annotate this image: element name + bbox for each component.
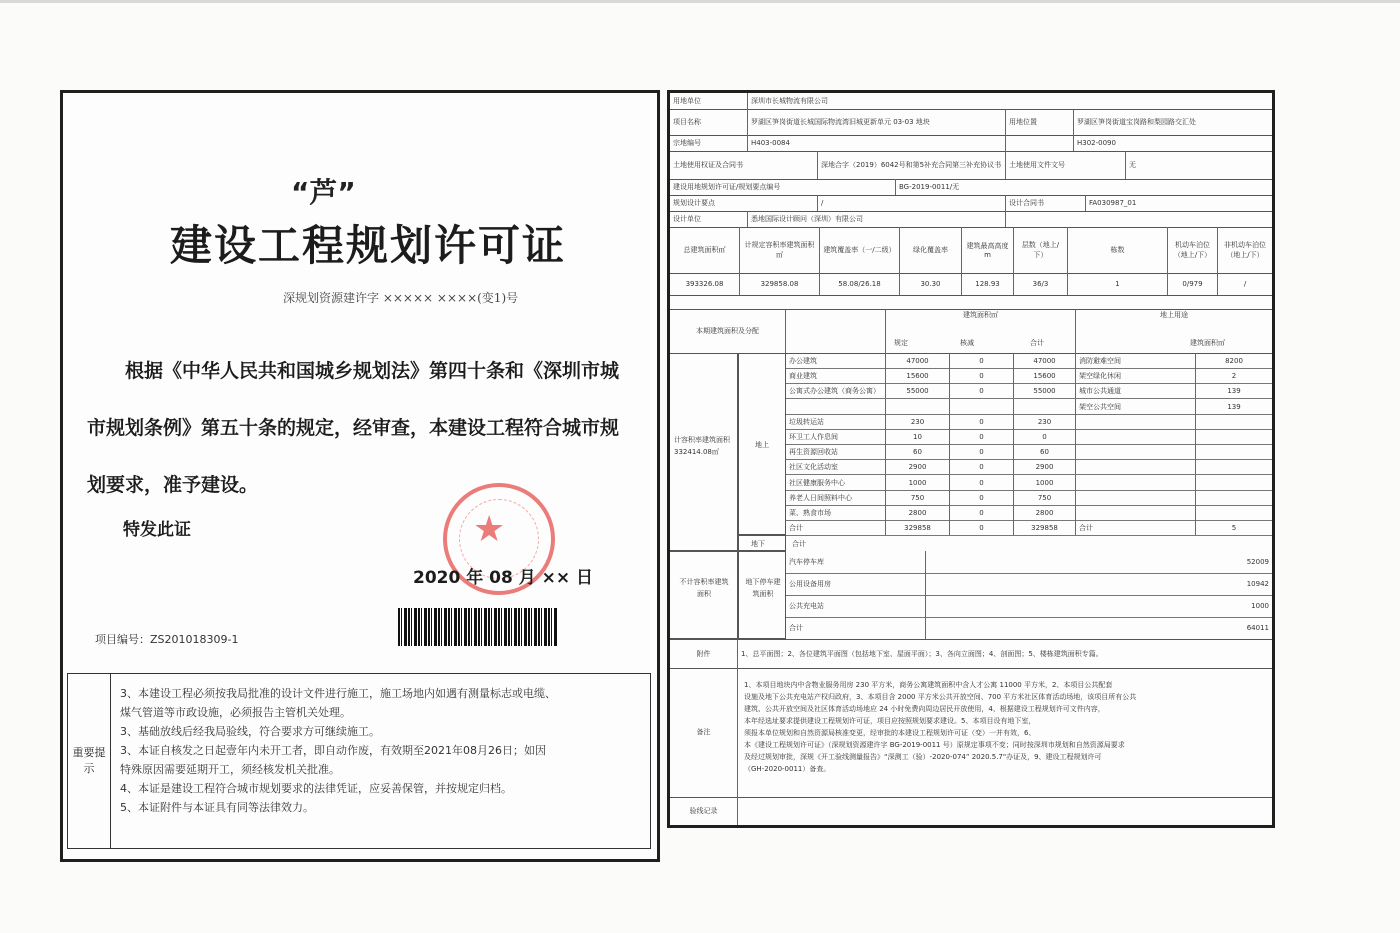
area-cell: 菜、熟食市场 <box>786 505 886 520</box>
noncount-use: 公共充电站 <box>786 595 926 617</box>
area-table-row <box>786 520 1272 536</box>
row-value: 悉地国际设计顾问（深圳）有限公司 <box>748 211 1006 227</box>
area-subheader: 规定 <box>894 339 908 347</box>
row-value: BG-2019-0011/无 <box>899 183 960 191</box>
noncount-value: 10942 <box>1246 580 1269 588</box>
permit-detail-page <box>667 90 1275 828</box>
area-cell <box>786 399 886 414</box>
indicator-value: 0/979 <box>1168 273 1218 295</box>
area-cell: 10 <box>886 429 950 444</box>
area-cell <box>1076 475 1196 490</box>
area-cell: 329858 <box>1014 520 1076 535</box>
row-value: 深圳市长城物流有限公司 <box>751 97 828 105</box>
top-edge-line <box>0 0 1400 3</box>
area-table-row <box>786 429 1272 445</box>
area-cell <box>1196 414 1272 429</box>
area-cell: 230 <box>886 414 950 429</box>
area-cell: 0 <box>950 383 1014 398</box>
above-category <box>738 353 786 535</box>
indicator-header: 建筑覆盖率（一/二级） <box>820 227 900 273</box>
row-value: 深地合字（2019）6042号和第5补充合同第三补充协议书 <box>818 151 1006 179</box>
remark-line: 建筑、公共开放空间及社区体育活动场地应 24 小时免费向周边居民开放使用，4、根据建设工程规划许可文件内容， <box>744 705 1105 713</box>
area-cell: 1000 <box>1014 475 1076 490</box>
area-cell: 15600 <box>1014 368 1076 383</box>
header-row <box>670 211 1272 228</box>
noncount-use: 公用设备用房 <box>786 573 926 595</box>
area-cell: 2900 <box>1014 459 1076 474</box>
area-table-row <box>786 505 1272 521</box>
permit-front-page <box>60 90 660 862</box>
indicator-header: 非机动车泊位（地上/下） <box>1224 241 1266 259</box>
area-cell <box>1196 444 1272 459</box>
noncount-value: 1000 <box>1251 602 1269 610</box>
area-cell: 商业建筑 <box>786 368 886 383</box>
area-cell: 环卫工人作息间 <box>786 429 886 444</box>
below-category <box>738 535 786 551</box>
attach-text: 1、总平面图；2、各位建筑平面图（包括地下室、屋面平面）；3、各向立面图；4、剖面图；5、楼栋建筑面积专篇。 <box>741 650 1103 658</box>
area-table-row <box>786 444 1272 460</box>
project-number: 项目编号：ZS201018309-1 <box>95 633 239 646</box>
area-cell <box>1076 444 1196 459</box>
row-label: 建设用地规划许可证/规划要点编号 <box>670 179 896 195</box>
permit-number: 深规划资源建许字 ××××× ××××(变1)号 <box>283 291 519 305</box>
area-table-row <box>786 399 1272 415</box>
area-cell: 329858 <box>886 520 950 535</box>
indicator-value: 58.08/26.18 <box>820 273 900 295</box>
row-value: / <box>818 195 1006 211</box>
remarks-text <box>744 679 1268 775</box>
note-line: 3、本建设工程必须按我局批准的设计文件进行施工，施工场地内如遇有测量标志或电缆、 <box>120 687 556 700</box>
indicator-value: 128.93 <box>962 273 1014 295</box>
area-cell <box>1076 414 1196 429</box>
area-subheader: 合计 <box>1030 339 1044 347</box>
noncount-label: 不计容积率建筑面积 <box>679 578 729 598</box>
row-label: 项目名称 <box>670 109 748 135</box>
area-cell: 0 <box>950 368 1014 383</box>
indicator-value: / <box>1243 280 1247 288</box>
area-cell: 47000 <box>1014 353 1076 368</box>
important-notes-box <box>67 673 651 849</box>
note-line: 3、基础放线后经我局验线，符合要求方可继续施工。 <box>120 725 380 738</box>
area-header: 建筑面积㎡ <box>886 309 1076 353</box>
area-cell: 55000 <box>1014 383 1076 398</box>
row-label: 用地位置 <box>1006 109 1074 135</box>
area-cell: 0 <box>950 490 1014 505</box>
area-table-row <box>786 383 1272 399</box>
empty-cell <box>786 309 886 353</box>
note-line: 煤气管道等市政设施，必须报告主管机关处理。 <box>120 706 351 719</box>
noncount-table-row <box>786 617 1272 640</box>
area-cell: 47000 <box>886 353 950 368</box>
barcode <box>398 608 558 646</box>
area-cell: 2800 <box>1014 505 1076 520</box>
above-label: 地上 <box>755 441 769 449</box>
remarks-label: 备注 <box>670 667 738 797</box>
area-cell: 架空公共空间 <box>1076 399 1196 414</box>
indicator-header: 绿化覆盖率 <box>900 227 962 273</box>
header-row <box>670 179 1272 196</box>
area-cell: 750 <box>1014 490 1076 505</box>
area-table-row <box>786 368 1272 384</box>
area-cell: 城市公共通道 <box>1076 383 1196 398</box>
notes-title: 重要提示 <box>68 674 111 848</box>
note-line: 3、本证自核发之日起壹年内未开工者，即自动作废，有效期至2021年08月26日；如因 <box>120 744 546 757</box>
attachment-row <box>670 639 1272 669</box>
area-cell <box>1076 505 1196 520</box>
area-section-label: 本期建筑面积及分配 <box>670 309 786 353</box>
area-cell: 0 <box>950 353 1014 368</box>
below-total-label: 合计 <box>792 540 806 548</box>
remark-line: （GH-2020-0011）备查。 <box>744 765 831 773</box>
area-cell <box>1196 490 1272 505</box>
indicator-value: 30.30 <box>900 273 962 295</box>
indicator-header: 机动车泊位（地上/下） <box>1168 227 1218 273</box>
indicator-header: 栋数 <box>1068 227 1168 273</box>
header-row <box>670 151 1272 180</box>
document-mark: “芦” <box>291 176 356 209</box>
remark-line: 本年经选址要求提供建设工程规划许可证，项目应按照规划要求建设。5、本项目设有地下室， <box>744 717 1036 725</box>
remark-line: 本《建设工程规划许可证》（深规划资源建许字 BG-2019-0011 号）原规定事项不变；同时按深圳市规划和自然资源局要求 <box>744 741 1125 749</box>
indicator-header-row <box>670 227 1272 274</box>
row-label <box>1006 135 1074 151</box>
header-row <box>670 109 1272 136</box>
area-cell: 0 <box>950 475 1014 490</box>
remark-line: 须报本单位规划和自然资源局核准变更，经审批的本建设工程规划许可证（变）一并有效，6、 <box>744 729 1036 737</box>
indicator-value-row <box>670 273 1272 296</box>
row-value: H403-0084 <box>748 135 1006 151</box>
area-cell <box>1196 505 1272 520</box>
indicator-value: 393326.08 <box>670 273 740 295</box>
row-label: 用地单位 <box>670 93 748 109</box>
noncount-category <box>670 551 738 639</box>
area-cell: 15600 <box>886 368 950 383</box>
area-cell: 合计 <box>1076 520 1196 535</box>
attach-label: 附件 <box>670 640 738 668</box>
area-cell: 5 <box>1231 523 1237 532</box>
area-cell: 社区健康服务中心 <box>786 475 886 490</box>
note-line: 4、本证是建设工程符合城市规划要求的法律凭证，应妥善保管，并按规定归档。 <box>120 782 512 795</box>
header-row <box>670 93 1272 110</box>
area-cell: 再生资源回收站 <box>786 444 886 459</box>
area-cell: 139 <box>1227 402 1241 411</box>
noncount-table-row <box>786 595 1272 618</box>
row-value: 罗湖区笋岗街道长城国际物流湾旧城更新单元 03-03 地块 <box>748 109 1006 135</box>
area-subheader: 核减 <box>960 339 974 347</box>
noncount-sub <box>738 551 786 639</box>
area-cell: 0 <box>1014 429 1076 444</box>
indicator-header: 总建筑面积㎡ <box>670 227 740 273</box>
area-cell <box>1196 429 1272 444</box>
area-cell: 0 <box>950 505 1014 520</box>
area-cell: 230 <box>1014 414 1076 429</box>
area-cell: 55000 <box>886 383 950 398</box>
area-cell: 750 <box>886 490 950 505</box>
row-label: 土地使用文件文号 <box>1006 151 1126 179</box>
area-cell <box>1196 475 1272 490</box>
seal-star-icon: ★ <box>473 509 506 550</box>
remarks-row <box>670 667 1272 798</box>
area-cell <box>1076 490 1196 505</box>
row-label: 设计合同书 <box>1006 195 1086 211</box>
indicator-header: 计规定容积率建筑面积㎡ <box>740 227 820 273</box>
area-cell <box>950 399 1014 414</box>
area-cell: 0 <box>950 429 1014 444</box>
row-label: 土地使用权证及合同书 <box>670 151 818 179</box>
below-label: 地下 <box>751 540 765 548</box>
issue-date: 2020 年 08 月 ×× 日 <box>413 568 594 588</box>
area-table-row <box>786 353 1272 369</box>
far-label: 计容积率建筑面积 332414.08㎡ <box>674 436 730 456</box>
area-cell: 0 <box>950 520 1014 535</box>
area-cell: 8200 <box>1225 356 1243 365</box>
area-cell: 1000 <box>886 475 950 490</box>
row-value: FA030987_01 <box>1089 199 1137 207</box>
remark-line: 及经过规划审批，深规《开工验线测量报告》“深测工（验）-2020-074” 2020.5.7"办证及，9、建设工程规划许可 <box>744 753 1102 761</box>
area-cell <box>1076 459 1196 474</box>
area-cell <box>1196 459 1272 474</box>
area-cell <box>1076 429 1196 444</box>
area-cell: 60 <box>886 444 950 459</box>
notes-list <box>120 684 644 817</box>
area-cell: 2 <box>1231 371 1237 380</box>
area-cell: 养老人日间照料中心 <box>786 490 886 505</box>
row-label: 规划设计要点 <box>670 195 818 211</box>
row-label: 设计单位 <box>670 211 748 227</box>
note-line: 特殊原因需要延期开工，须经核发机关批准。 <box>120 763 340 776</box>
verify-row <box>670 797 1272 825</box>
permit-title: 建设工程规划许可证 <box>169 221 566 270</box>
indicator-value: 36/3 <box>1014 273 1068 295</box>
noncount-table-row <box>786 551 1272 574</box>
area-cell: 架空绿化休闲 <box>1076 368 1196 383</box>
area-table-row <box>786 459 1272 475</box>
remark-line: 1、本项目地块内中含物业服务用房 230 平方米，商务公寓建筑面积中含人才公寓 11000 平方米，2、本项目公共配套 <box>744 681 1113 689</box>
area-cell: 0 <box>950 444 1014 459</box>
far-category <box>670 353 738 551</box>
area-cell: 0 <box>950 459 1014 474</box>
remark-line: 设施及地下公共充电站产权归政府，3、本项目含 2000 平方米公共开放空间、700 平方米社区体育活动场地，该项目所有公共 <box>744 693 1137 701</box>
area-cell: 公寓式办公建筑（商务公寓） <box>786 383 886 398</box>
indicator-value: 1 <box>1068 273 1168 295</box>
row-label: 宗地编号 <box>670 135 748 151</box>
noncount-use: 汽车停车库 <box>786 551 926 573</box>
area-cell: 139 <box>1227 386 1241 395</box>
area-table-row <box>786 475 1272 491</box>
row-value: 罗湖区笋岗街道宝岗路和梨园路交汇处 <box>1077 118 1196 126</box>
permit-body-text: 根据《中华人民共和国城乡规划法》第四十条和《深圳市城市规划条例》第五十条的规定，经审查，本建设工程符合城市规划要求，准予建设。 <box>87 360 620 496</box>
area-cell: 垃圾转运站 <box>786 414 886 429</box>
note-line: 5、本证附件与本证具有同等法律效力。 <box>120 801 314 814</box>
area-cell: 社区文化活动室 <box>786 459 886 474</box>
area-table-row <box>786 490 1272 506</box>
noncount-value: 64011 <box>1246 624 1269 632</box>
row-value: H302-0090 <box>1077 139 1116 147</box>
area-table-row <box>786 414 1272 430</box>
empty-cell <box>1006 211 1272 227</box>
area-cell: 办公建筑 <box>786 353 886 368</box>
indicator-value: 329858.08 <box>740 273 820 295</box>
area-subheader: 建筑面积㎡ <box>1190 339 1225 347</box>
spacer-row <box>670 295 1272 310</box>
area-header: 地上用途 <box>1160 311 1188 319</box>
area-cell <box>886 399 950 414</box>
noncount-sub-label: 地下停车建筑面积 <box>745 578 781 598</box>
area-cell: 2800 <box>886 505 950 520</box>
indicator-header: 建筑最高高度m <box>962 227 1014 273</box>
area-cell: 消防避难空间 <box>1076 353 1196 368</box>
area-cell: 60 <box>1014 444 1076 459</box>
area-cell: 合计 <box>786 520 886 535</box>
verify-label: 验线记录 <box>670 797 738 825</box>
header-row <box>670 195 1272 212</box>
noncount-table-row <box>786 573 1272 596</box>
indicator-header: 层数（地上/下） <box>1014 227 1068 273</box>
noncount-value: 52009 <box>1246 558 1269 566</box>
noncount-use: 合计 <box>786 617 926 639</box>
row-value: 无 <box>1129 161 1136 169</box>
area-cell: 0 <box>950 414 1014 429</box>
area-cell <box>1014 399 1076 414</box>
area-cell: 2900 <box>886 459 950 474</box>
header-row <box>670 135 1272 152</box>
issuer-text: 特发此证 <box>123 520 191 540</box>
